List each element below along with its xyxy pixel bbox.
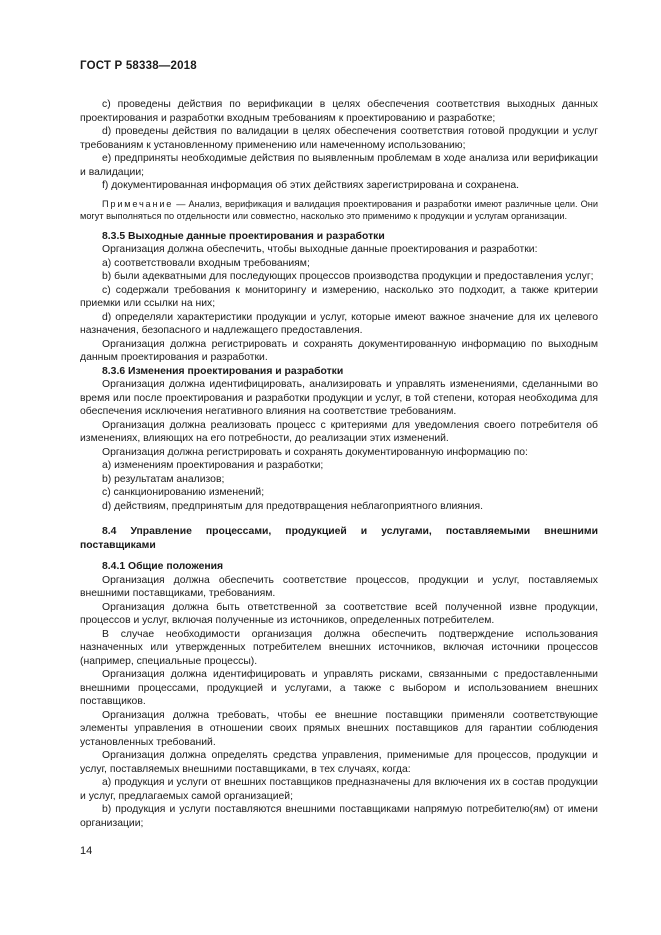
list-item: c) санкционированию изменений; (102, 487, 265, 498)
section-heading-8-3-5: 8.3.5 Выходные данные проектирования и разработки (102, 230, 385, 242)
section-heading-8-4-1: 8.4.1 Общие положения (102, 561, 224, 572)
section-heading-8-4: 8.4 Управление процессами, продукцией и услугами, поставляемыми внешними поставщиками (80, 526, 598, 551)
paragraph: Организация должна обеспечить, чтобы выходные данные проектирования и разработки: (102, 244, 538, 255)
list-item: f) документированная информация об этих действиях зарегистрирована и сохранена. (102, 180, 520, 191)
paragraph: Организация должна требовать, чтобы ее внешние поставщики применяли соответствующие элементы управления в отношении своих прямых внешних поставщиков для гарантии соблюдения установленных требований. (80, 709, 598, 748)
document-body (80, 98, 598, 830)
paragraph: Организация должна определять средства управления, применимые для процессов, продукции и услуг, поставляемых внешними поставщиками, в тех случаях, когда: (80, 750, 598, 775)
paragraph: Организация должна идентифицировать и управлять рисками, связанными с предоставленными внешними процессами, продукцией и услугами, а также с выбором и использованием внешних поставщиков. (80, 669, 598, 707)
list-item: c) проведены действия по верификации в целях обеспечения соответствия выходных данных проектирования и разработки входным требованиям к проектированию и разработке; (80, 99, 598, 124)
paragraph: Организация должна реализовать процесс с критериями для уведомления своего потребителя об изменениях, влияющих на его потребности, до реализации этих изменений. (80, 419, 598, 444)
note-text: — Анализ, верификация и валидация проектирования и разработки имеют различные цели. Они могут выполняться по отдельности или совместно, насколько это применимо к продукции и услугам организации. (80, 198, 598, 221)
list-item: b) продукция и услуги поставляются внешними поставщиками напрямую потребителю(ям) от имени организации; (80, 804, 598, 829)
paragraph: Организация должна идентифицировать, анализировать и управлять изменениями, сделанными во время или после проектирования и разработки продукции и услуг, в той степени, которая необходима для обеспечения исключения негативного влияния на соответствие требованиям. (80, 379, 598, 417)
list-item: a) соответствовали входным требованиям; (102, 257, 310, 269)
list-item: a) изменениям проектирования и разработки; (102, 460, 324, 471)
paragraph: Организация должна регистрировать и сохранять документированную информацию по выходным данным проектирования и разработки. (80, 338, 598, 363)
list-item: d) проведены действия по валидации в целях обеспечения соответствия готовой продукции и услуг требованиям к установленному применению или намеченному использованию; (80, 126, 598, 151)
note (80, 198, 598, 222)
paragraph: Организация должна обеспечить соответствие процессов, продукции и услуг, поставляемых внешними поставщиками, требованиям. (80, 574, 598, 599)
page-number: 14 (80, 845, 93, 857)
list-item: a) продукция и услуги от внешних поставщиков предназначены для включения их в состав продукции и услуг, предлагаемых самой организацией; (80, 777, 598, 802)
list-item: b) результатам анализов; (102, 473, 225, 485)
paragraph: Организация должна регистрировать и сохранять документированную информацию по: (102, 446, 528, 458)
list-item: e) предприняты необходимые действия по выявленным проблемам в ходе анализа или верификации и валидации; (80, 153, 598, 178)
list-item: b) были адекватными для последующих процессов производства продукции и предоставления услуг; (102, 271, 594, 282)
note-label: Примечание (102, 198, 174, 209)
list-item: d) действиям, предпринятым для предотвращения неблагоприятного влияния. (102, 500, 483, 512)
paragraph: Организация должна быть ответственной за соответствие всей полученной извне продукции, процессов и услуг, включая полученные из источников, определенных потребителем. (80, 601, 598, 626)
paragraph: В случае необходимости организация должна обеспечить подтверждение использования назначенных или утвержденных потребителем внешних источников, включая источники процессов (например, специальные процессы). (80, 628, 598, 667)
list-item: d) определяли характеристики продукции и услуг, которые имеют важное значение для их целевого назначения, безопасного и надлежащего предоставления. (80, 311, 598, 336)
document-header: ГОСТ Р 58338—2018 (80, 60, 197, 72)
list-item: c) содержали требования к мониторингу и измерению, насколько это подходит, а также критерии приемки или ссылки на них; (80, 284, 598, 309)
section-heading-8-3-6: 8.3.6 Изменения проектирования и разработки (102, 365, 344, 377)
